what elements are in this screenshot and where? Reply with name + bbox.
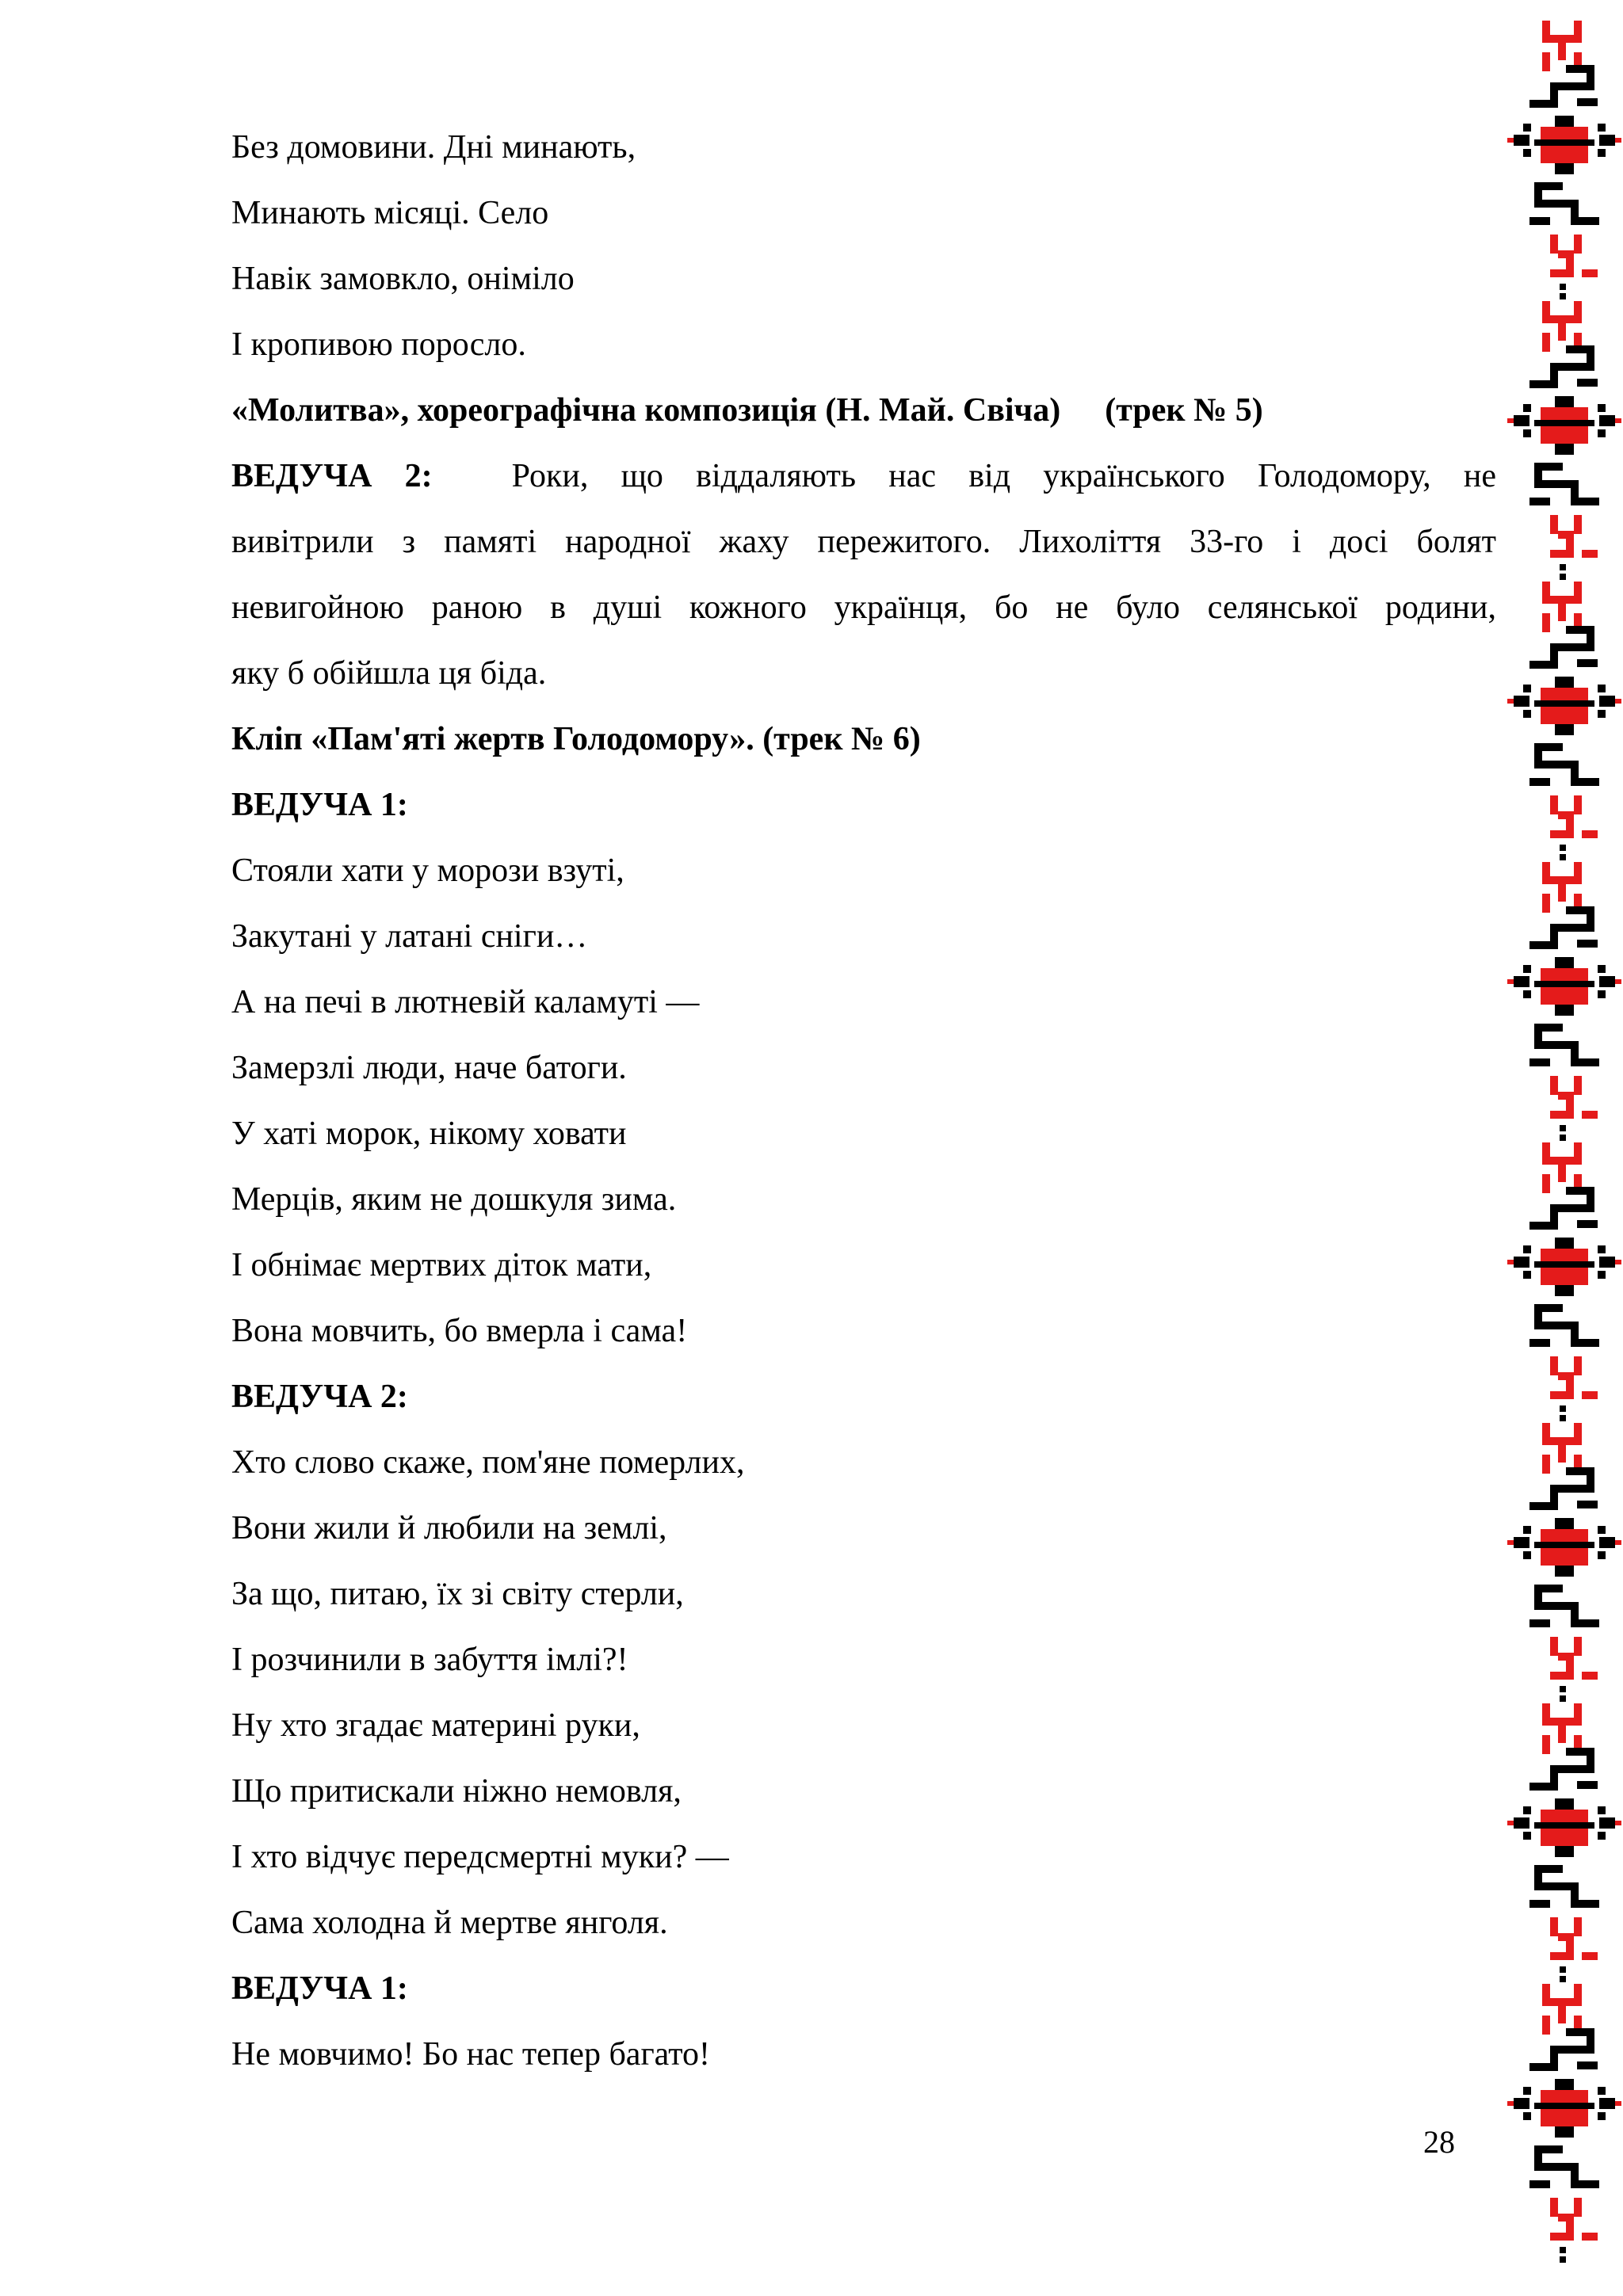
page-number: 28 [1423,2124,1455,2160]
embroidery-border-icon [1506,16,1623,2282]
verse2-line: За що, питаю, їх зі світу стерли, [231,1576,684,1612]
host1-speaker: ВЕДУЧА 1: [231,787,408,823]
host1-speaker-b: ВЕДУЧА 1: [231,1970,408,2007]
host2-text-1: Роки, що віддаляють нас від українського Голодомору, не [511,458,1496,494]
clip-heading: Кліп «Пам'яті жертв Голодомору». (трек № 6) [231,721,921,757]
last-line: Не мовчимо! Бо нас тепер багато! [231,2036,711,2073]
poem-line: Без домовини. Дні минають, [231,129,636,166]
verse2-line: Вони жили й любили на землі, [231,1510,667,1547]
host2-paragraph-line-2: вивітрили з памяті народної жаху пережитого. Лихоліття 33-го і досі болят [231,524,1496,560]
molytva-heading [231,378,1496,444]
host2-speaker: ВЕДУЧА 2: [231,458,433,494]
verse1-line: Закутані у латані сніги… [231,918,588,955]
verse2-line: Що притискали ніжно немовля, [231,1773,682,1810]
verse2-line: І хто відчує передсмертні муки? — [231,1839,729,1875]
verse1-line: Замерзлі люди, наче батоги. [231,1050,627,1086]
host2-paragraph-line-4: яку б обійшла ця біда. [231,655,547,692]
verse1-line: А на печі в лютневій каламуті — [231,984,700,1020]
molytva-track: (трек № 5) [1105,392,1263,429]
poem-line: І кропивою поросло. [231,326,526,363]
host2-paragraph-line-1 [231,444,1496,509]
host2-paragraph-line-3: невигойною раною в душі кожного українця, бо не було селянської родини, [231,589,1496,626]
verse2-line: Сама холодна й мертве янголя. [231,1905,668,1941]
verse1-line: Мерців, яким не дошкуля зима. [231,1181,677,1218]
verse2-line: Ну хто згадає материні руки, [231,1707,640,1744]
molytva-label: «Молитва», хореографічна композиція (Н. Май. Свіча) [231,392,1061,429]
poem-line: Навік замовкло, оніміло [231,261,575,297]
verse2-line: Хто слово скаже, пом'яне померлих, [231,1444,745,1481]
poem-line: Минають місяці. Село [231,195,549,231]
verse1-line: І обнімає мертвих діток мати, [231,1247,652,1283]
host2-speaker-b: ВЕДУЧА 2: [231,1379,408,1415]
verse1-line: Вона мовчить, бо вмерла і сама! [231,1313,688,1349]
page-content [231,115,1496,2088]
verse1-line: У хаті морок, нікому ховати [231,1116,627,1152]
verse1-line: Стояли хати у морози взуті, [231,852,624,889]
verse2-line: І розчинили в забуття імлі?! [231,1642,628,1678]
